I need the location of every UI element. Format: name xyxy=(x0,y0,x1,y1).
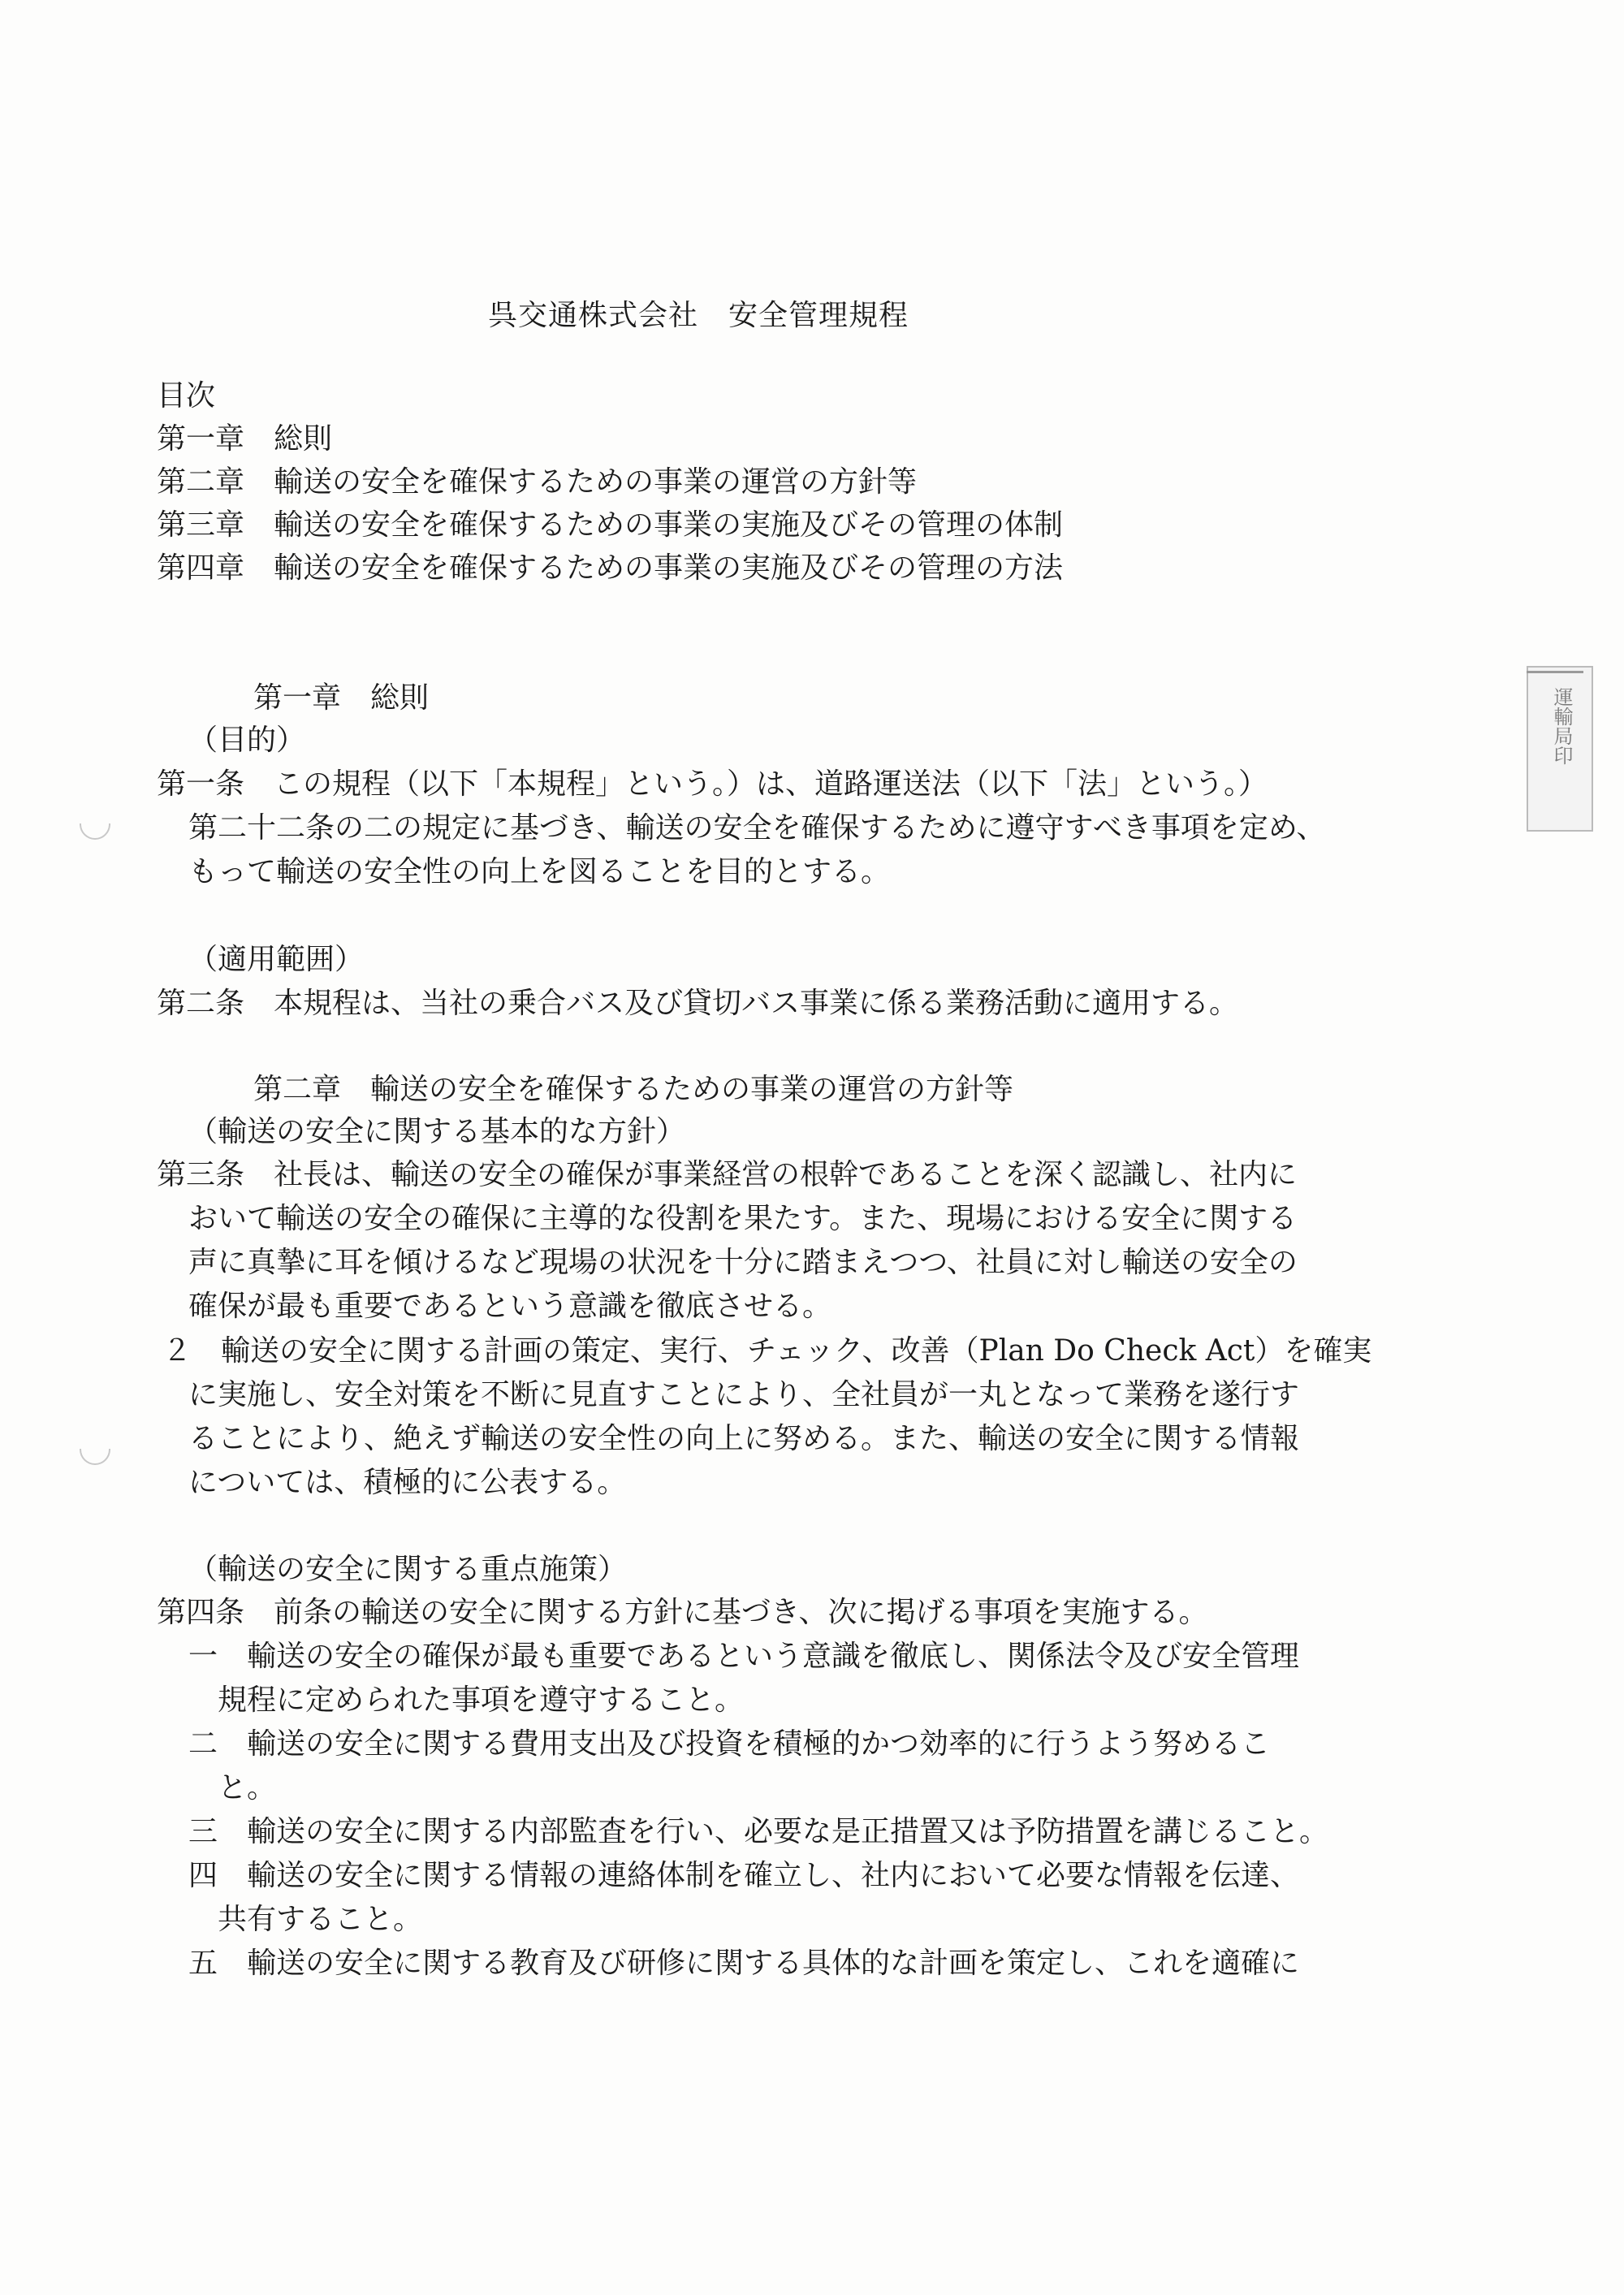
article-line: 第二十二条の二の規定に基づき、輸送の安全を確保するために遵守すべき事項を定め、 xyxy=(188,811,1326,845)
list-item-continuation: 規程に定められた事項を遵守すること。 xyxy=(218,1683,745,1717)
article-line: 第一条 この規程（以下「本規程」という。）は、道路運送法（以下「法」という。） xyxy=(157,767,1268,801)
article-line: 声に真摯に耳を傾けるなど現場の状況を十分に踏まえつつ、社員に対し輸送の安全の xyxy=(188,1246,1298,1279)
article-caption: （輸送の安全に関する重点施策） xyxy=(188,1553,628,1586)
punch-hole-mark xyxy=(80,1449,110,1465)
article-caption: （目的） xyxy=(188,724,306,757)
article-line: 第三条 社長は、輸送の安全の確保が事業経営の根幹であることを深く認識し、社内に xyxy=(157,1158,1298,1191)
list-item-continuation: 共有すること。 xyxy=(218,1903,423,1936)
stamp-rule xyxy=(1527,671,1583,673)
paragraph-line: ２ 輸送の安全に関する計画の策定、実行、チェック、改善（Plan Do Check Act）を確実 xyxy=(162,1334,1372,1368)
chapter-heading: 第一章 総則 xyxy=(253,681,430,715)
list-item: 一 輸送の安全の確保が最も重要であるという意識を徹底し、関係法令及び安全管理 xyxy=(188,1640,1300,1673)
list-item: 五 輸送の安全に関する教育及び研修に関する具体的な計画を策定し、これを適確に xyxy=(188,1947,1300,1980)
article-caption: （輸送の安全に関する基本的な方針） xyxy=(188,1115,686,1148)
toc-heading: 目次 xyxy=(157,379,216,413)
paragraph-line: については、積極的に公表する。 xyxy=(188,1466,627,1499)
paragraph-line: に実施し、安全対策を不断に見直すことにより、全社員が一丸となって業務を遂行す xyxy=(188,1378,1300,1411)
document-title: 呉交通株式会社 安全管理規程 xyxy=(487,299,909,332)
stamp-text: 運輸局印 xyxy=(1550,687,1573,765)
article-line: おいて輸送の安全の確保に主導的な役割を果たす。また、現場における安全に関する xyxy=(188,1202,1298,1235)
list-item: 三 輸送の安全に関する内部監査を行い、必要な是正措置又は予防措置を講じること。 xyxy=(188,1815,1329,1848)
article-line: 第二条 本規程は、当社の乗合バス及び貸切バス事業に係る業務活動に適用する。 xyxy=(157,987,1239,1020)
toc-item: 第二章 輸送の安全を確保するための事業の運営の方針等 xyxy=(157,465,918,499)
article-line: もって輸送の安全性の向上を図ることを目的とする。 xyxy=(188,855,891,888)
article-line: 確保が最も重要であるという意識を徹底させる。 xyxy=(188,1290,832,1323)
punch-hole-mark xyxy=(80,823,110,840)
list-item: 四 輸送の安全に関する情報の連絡体制を確立し、社内において必要な情報を伝達、 xyxy=(188,1859,1300,1892)
paragraph-line: ることにより、絶えず輸送の安全性の向上に努める。また、輸送の安全に関する情報 xyxy=(188,1422,1300,1455)
list-item-continuation: と。 xyxy=(218,1771,277,1804)
chapter-heading: 第二章 輸送の安全を確保するための事業の運営の方針等 xyxy=(253,1073,1014,1106)
toc-item: 第三章 輸送の安全を確保するための事業の実施及びその管理の体制 xyxy=(157,508,1064,542)
article-caption: （適用範囲） xyxy=(188,943,365,976)
toc-item: 第一章 総則 xyxy=(157,422,333,456)
list-item: 二 輸送の安全に関する費用支出及び投資を積極的かつ効率的に行うよう努めるこ xyxy=(188,1727,1271,1761)
article-line: 第四条 前条の輸送の安全に関する方針に基づき、次に掲げる事項を実施する。 xyxy=(157,1596,1208,1629)
toc-item: 第四章 輸送の安全を確保するための事業の実施及びその管理の方法 xyxy=(157,551,1064,585)
